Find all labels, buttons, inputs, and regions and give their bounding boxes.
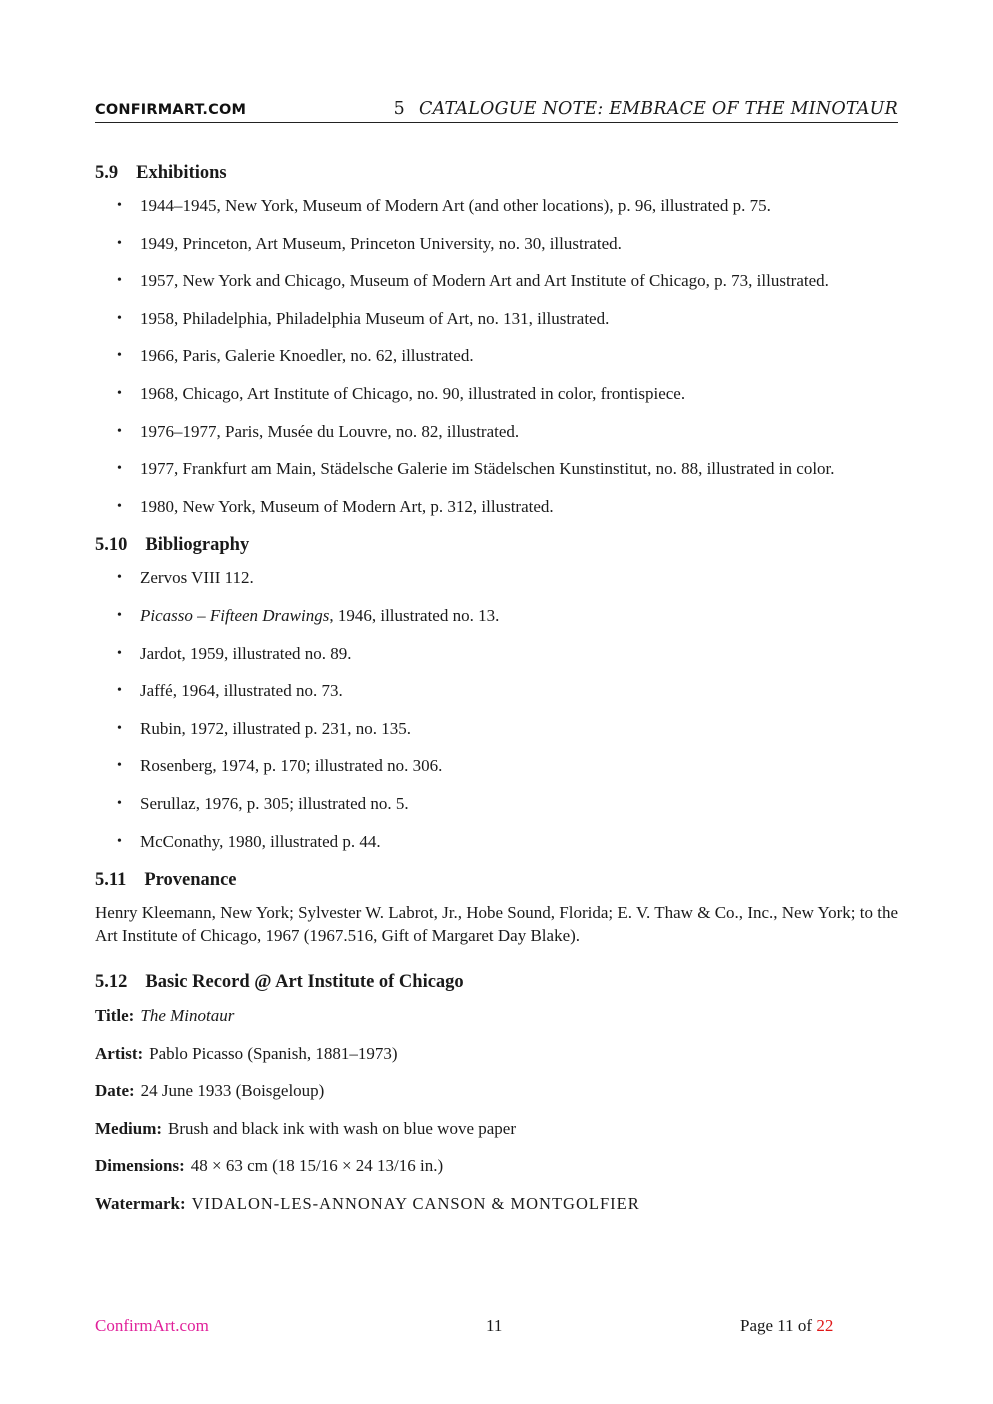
list-item: • 1949, Princeton, Art Museum, Princeton University, no. 30, illustrated.	[95, 232, 898, 255]
provenance-section	[95, 867, 898, 947]
record-field-title	[95, 1004, 898, 1027]
list-item: • 1944–1945, New York, Museum of Modern Art (and other locations), p. 96, illustrated p. 75.	[95, 194, 898, 217]
record-field-date	[95, 1079, 898, 1102]
field-label: Medium:	[95, 1118, 163, 1138]
exhibitions-list	[95, 194, 898, 518]
record-field-artist	[95, 1042, 898, 1065]
list-item: • Rubin, 1972, illustrated p. 231, no. 135.	[95, 717, 898, 740]
running-section-number: 5	[393, 99, 405, 119]
record-field-dimensions	[95, 1154, 898, 1177]
list-item	[95, 604, 898, 627]
list-item: • Zervos VIII 112.	[95, 566, 898, 589]
list-item: • Rosenberg, 1974, p. 170; illustrated no. 306.	[95, 754, 898, 777]
exhibitions-section	[95, 160, 898, 518]
total-pages-link[interactable]: 22	[816, 1316, 834, 1335]
field-label: Watermark:	[95, 1193, 186, 1213]
running-header	[95, 98, 898, 123]
list-item: • Serullaz, 1976, p. 305; illustrated no. 5.	[95, 792, 898, 815]
basic-record-heading	[95, 969, 898, 995]
footer-page-number: 11	[486, 1316, 503, 1335]
footer-page-of	[740, 1316, 833, 1336]
site-logo: CONFIRMART.COM	[95, 102, 247, 118]
book-title: Picasso – Fifteen Drawings	[140, 605, 330, 625]
list-item: • McConathy, 1980, illustrated p. 44.	[95, 830, 898, 853]
page-footer	[95, 1316, 898, 1340]
field-label: Date:	[95, 1081, 135, 1101]
section-number: 5.9	[95, 163, 119, 183]
record-field-medium	[95, 1117, 898, 1140]
list-item: • Jardot, 1959, illustrated no. 89.	[95, 642, 898, 665]
section-number: 5.12	[95, 972, 128, 993]
citation-detail: , 1946, illustrated no. 13.	[329, 605, 500, 625]
list-item: • 1968, Chicago, Art Institute of Chicago, no. 90, illustrated in color, frontispiece.	[95, 382, 898, 405]
field-value: 24 June 1933 (Boisgeloup)	[140, 1081, 325, 1101]
field-value: The Minotaur	[140, 1006, 235, 1026]
field-value: 48 × 63 cm (18 15/16 × 24 13/16 in.)	[190, 1156, 444, 1176]
list-item: • 1976–1977, Paris, Musée du Louvre, no. 82, illustrated.	[95, 420, 898, 443]
main-content	[95, 160, 898, 1229]
provenance-text: Henry Kleemann, New York; Sylvester W. Labrot, Jr., Hobe Sound, Florida; E. V. Thaw & Co., Inc., New York; to the Art Institute of Chicago, 1967 (1967.516, Gift of Margaret Day Blake).	[95, 903, 898, 946]
field-value: Pablo Picasso (Spanish, 1881–1973)	[149, 1043, 398, 1063]
field-label: Artist:	[95, 1043, 144, 1063]
field-label: Title:	[95, 1006, 135, 1026]
list-item: • 1957, New York and Chicago, Museum of Modern Art and Art Institute of Chicago, p. 73, illustrated.	[95, 269, 898, 292]
provenance-heading	[95, 867, 898, 893]
section-title: Basic Record @ Art Institute of Chicago	[145, 972, 464, 993]
list-item: • 1958, Philadelphia, Philadelphia Museum of Art, no. 131, illustrated.	[95, 307, 898, 330]
page-of-prefix: Page 11 of	[740, 1316, 817, 1335]
field-value: VIDALON-LES-ANNONAY CANSON & MONTGOLFIER	[191, 1193, 640, 1213]
exhibitions-heading	[95, 160, 898, 186]
running-section-text: CATALOGUE NOTE: EMBRACE OF THE MINOTAUR	[418, 99, 898, 119]
section-title: Exhibitions	[136, 163, 227, 183]
basic-record-section	[95, 969, 898, 1215]
list-item: • 1980, New York, Museum of Modern Art, p. 312, illustrated.	[95, 495, 898, 518]
section-title: Provenance	[144, 870, 237, 891]
list-item: • 1977, Frankfurt am Main, Städelsche Galerie im Städelschen Kunstinstitut, no. 88, illustrated in color.	[95, 457, 898, 480]
bibliography-heading	[95, 532, 898, 558]
section-number: 5.10	[95, 535, 128, 556]
field-label: Dimensions:	[95, 1156, 185, 1176]
footer-site-link[interactable]: ConfirmArt.com	[95, 1316, 209, 1335]
bibliography-list	[95, 566, 898, 852]
record-field-watermark	[95, 1192, 898, 1215]
section-title: Bibliography	[145, 535, 250, 556]
list-item: • 1966, Paris, Galerie Knoedler, no. 62, illustrated.	[95, 344, 898, 367]
section-number: 5.11	[95, 870, 127, 891]
bibliography-section	[95, 532, 898, 852]
running-section-title	[394, 99, 898, 119]
list-item: • Jaffé, 1964, illustrated no. 73.	[95, 679, 898, 702]
field-value: Brush and black ink with wash on blue wove paper	[168, 1118, 516, 1138]
